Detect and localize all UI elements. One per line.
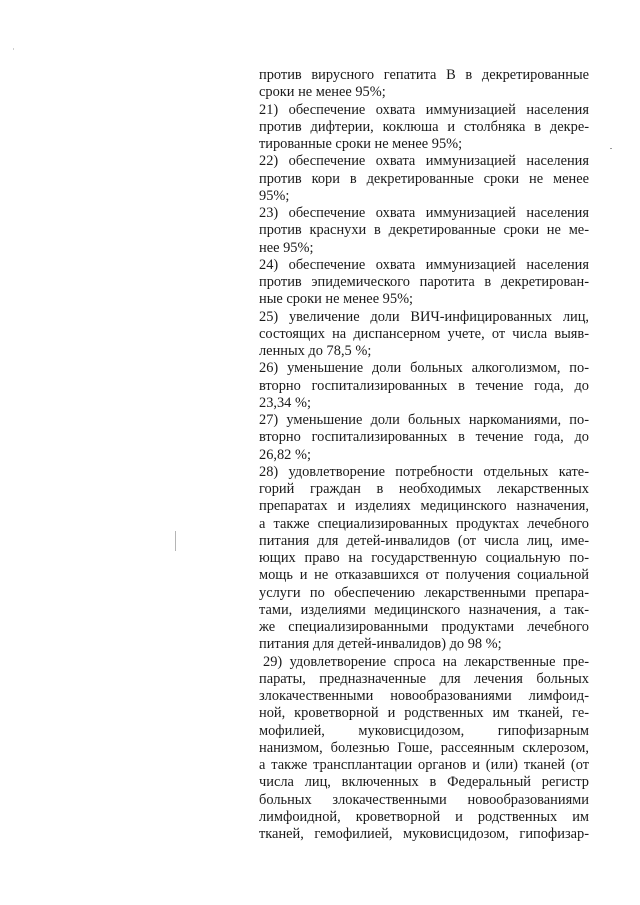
text-line: лимфоидной, кроветворной и родственных им bbox=[259, 808, 589, 825]
text-line: состоящих на диспансерном учете, от числа выяв- bbox=[259, 325, 589, 342]
text-line: числа лиц, включенных в Федеральный регистр bbox=[259, 774, 589, 791]
text-line: 23) обеспечение охвата иммунизацией населения bbox=[259, 205, 589, 221]
text-line: препаратах и изделиях медицинского назначения, bbox=[259, 498, 589, 515]
text-line: же специализированными продуктами лечебного bbox=[259, 619, 589, 635]
scan-mark bbox=[175, 531, 176, 551]
text-line: питания для детей-инвалидов) до 98 %; bbox=[259, 636, 502, 653]
text-line: 28) удовлетворение потребности отдельных кате- bbox=[259, 463, 589, 480]
text-line: против дифтерии, коклюша и столбняка в декре- bbox=[259, 118, 589, 135]
text-line: против эпидемического паротита в декретирован- bbox=[259, 274, 589, 290]
text-line: 26,82 %; bbox=[259, 446, 311, 463]
text-line: питания для детей-инвалидов (от числа лиц, име- bbox=[259, 532, 589, 549]
text-line: 25) увеличение доли ВИЧ-инфицированных лиц, bbox=[259, 308, 589, 325]
text-line: 29) удовлетворение спроса на лекарственные пре- bbox=[263, 653, 589, 670]
text-line: тканей, гемофилией, муковисцидозом, гипофизар- bbox=[259, 826, 589, 842]
document-body bbox=[259, 67, 589, 843]
text-line: 27) уменьшение доли больных наркоманиями, по- bbox=[259, 412, 589, 428]
text-line: тами, изделиями медицинского назначения, а так- bbox=[259, 601, 589, 618]
text-line: параты, предназначенные для лечения больных bbox=[259, 670, 589, 687]
text-line: тированные сроки не менее 95%; bbox=[259, 136, 463, 152]
text-line: услуги по обеспечению лекарственными препара- bbox=[259, 584, 589, 601]
text-line: нее 95%; bbox=[259, 239, 314, 256]
scan-speck bbox=[610, 148, 612, 149]
text-line: 95%; bbox=[259, 187, 290, 204]
text-line: 23,34 %; bbox=[259, 394, 311, 411]
text-line: ленных до 78,5 %; bbox=[259, 343, 372, 359]
text-line: вторно госпитализированных в течение года, до bbox=[259, 429, 589, 446]
text-line: вторно госпитализированных в течение года, до bbox=[259, 377, 589, 394]
text-line: сроки не менее 95%; bbox=[259, 84, 386, 101]
text-line: 26) уменьшение доли больных алкоголизмом, по- bbox=[259, 360, 589, 377]
text-line: больных злокачественными новообразованиями bbox=[259, 791, 589, 808]
text-line: 21) обеспечение охвата иммунизацией населения bbox=[259, 101, 589, 118]
text-line: 22) обеспечение охвата иммунизацией населения bbox=[259, 153, 589, 170]
scan-speck bbox=[13, 48, 14, 50]
text-line: а также специализированных продуктах лечебного bbox=[259, 515, 589, 532]
text-line: мощь и не отказавшихся от получения социальной bbox=[259, 567, 589, 584]
text-line: ные сроки не менее 95%; bbox=[259, 291, 414, 308]
text-line: 24) обеспечение охвата иммунизацией населения bbox=[259, 256, 589, 273]
text-line: ной, кроветворной и родственных им тканей, ге- bbox=[259, 705, 589, 722]
text-line: мофилией, муковисцидозом, гипофизарным bbox=[259, 722, 589, 739]
text-line: против краснухи в декретированные сроки не ме- bbox=[259, 222, 589, 239]
text-line: против кори в декретированные сроки не менее bbox=[259, 170, 589, 187]
text-line: против вирусного гепатита В в декретированные bbox=[259, 67, 589, 83]
text-line: нанизмом, болезнью Гоше, рассеянным склерозом, bbox=[259, 739, 589, 756]
text-line: горий граждан в необходимых лекарственных bbox=[259, 481, 589, 497]
text-line: злокачественными новообразованиями лимфоид- bbox=[259, 688, 589, 704]
text-line: ющих право на государственную социальную по- bbox=[259, 550, 589, 566]
text-line: а также трансплантации органов и (или) тканей (от bbox=[259, 757, 589, 773]
